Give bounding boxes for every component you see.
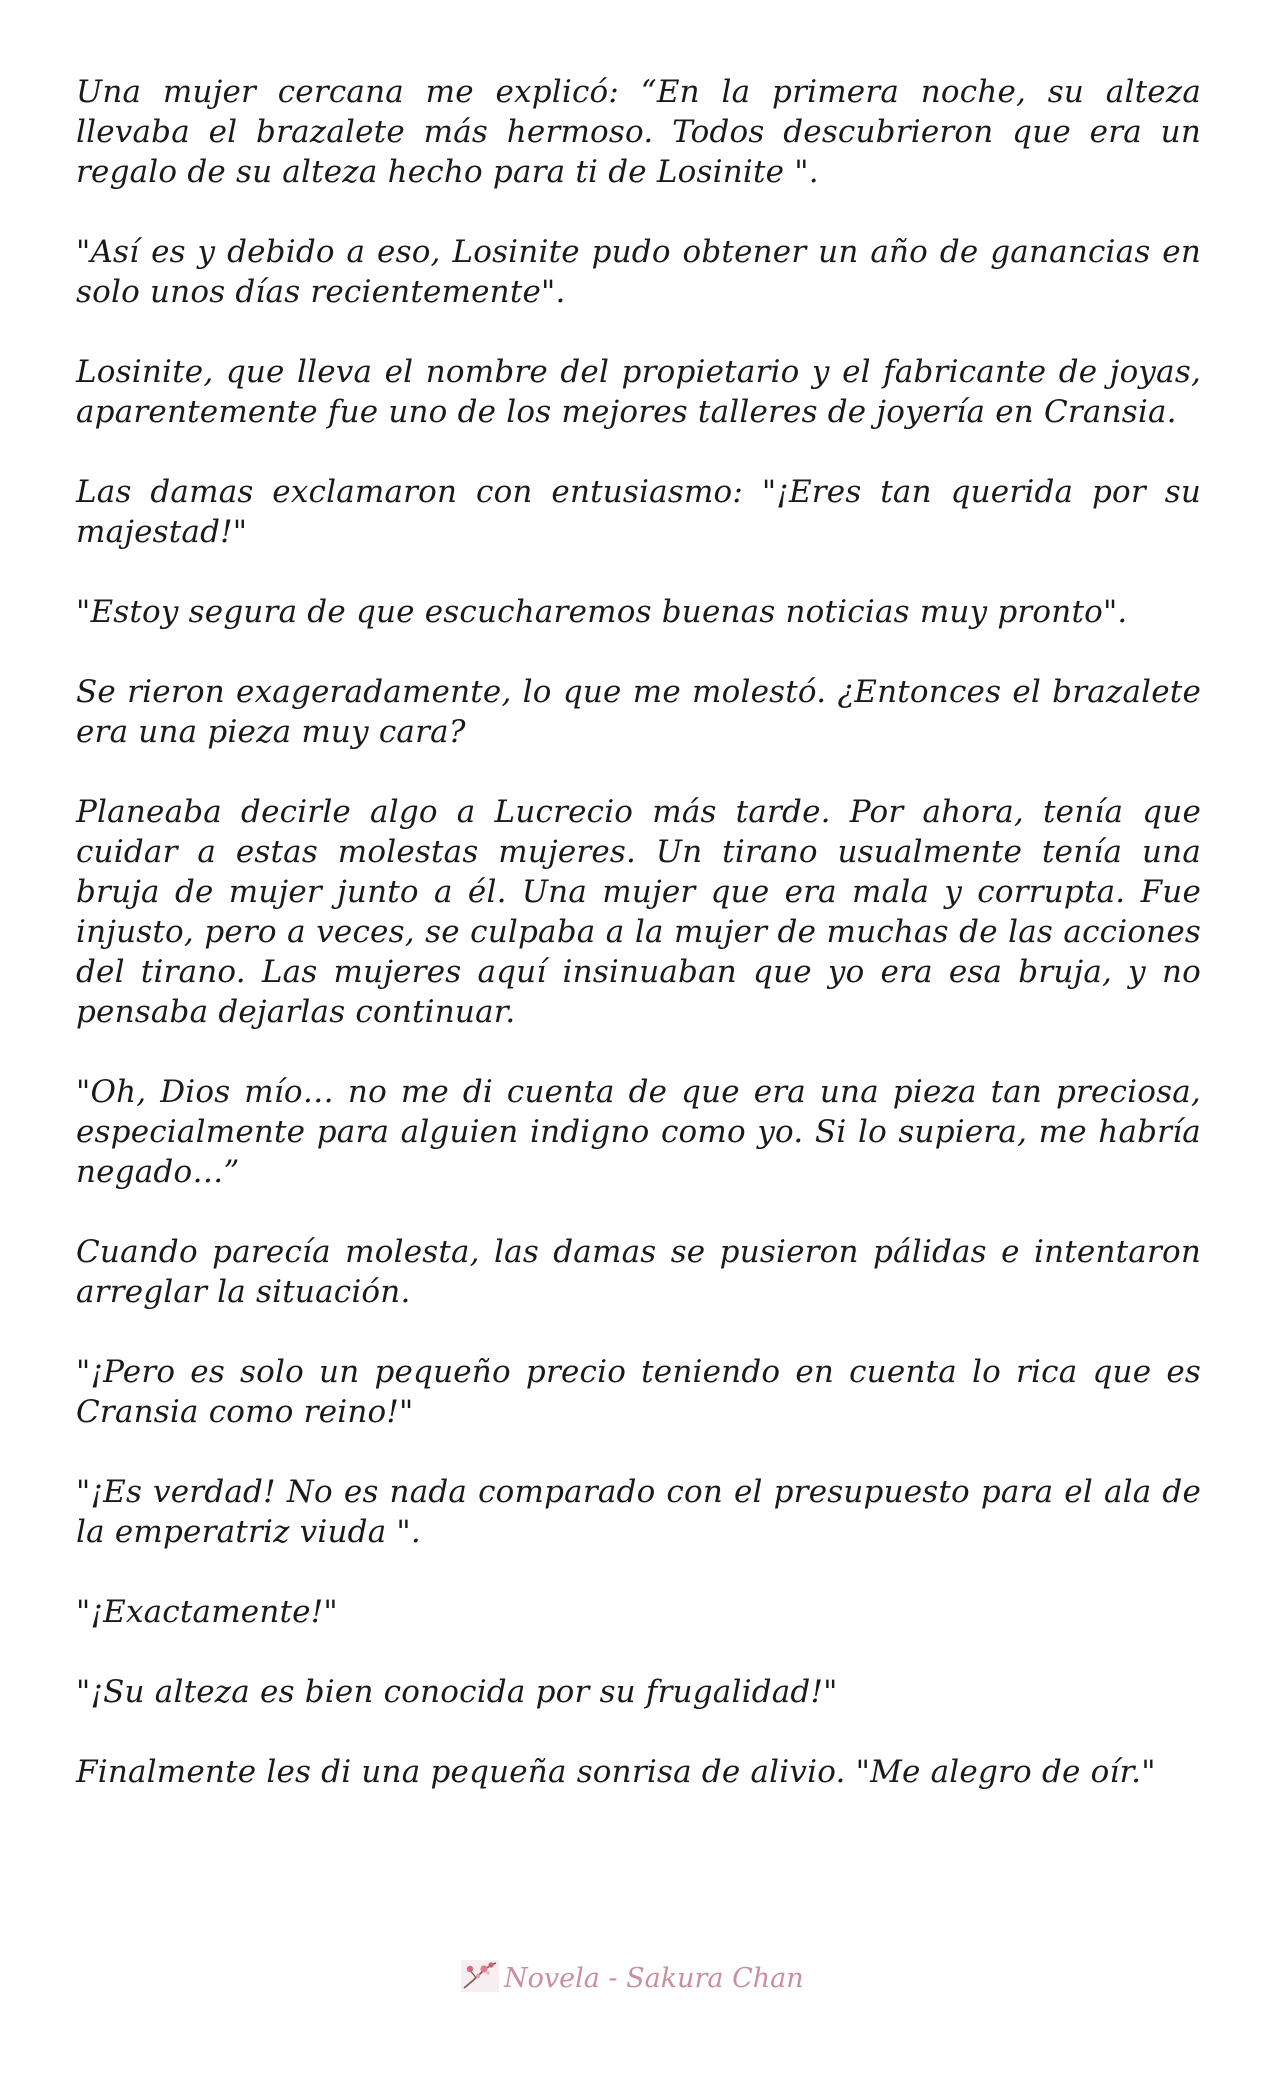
paragraph: Una mujer cercana me explicó: “En la primera noche, su alteza llevaba el brazalete más hermoso. Todos descubrieron que era un regalo de su alteza hecho para ti de Losinite ". bbox=[76, 74, 1201, 190]
paragraph: Las damas exclamaron con entusiasmo: "¡Eres tan querida por su majestad!" bbox=[76, 474, 1201, 550]
paragraph: "¡Pero es solo un pequeño precio teniendo en cuenta lo rica que es Cransia como reino!" bbox=[76, 1354, 1201, 1430]
paragraph: "¡Exactamente!" bbox=[76, 1594, 338, 1630]
paragraph: Se rieron exageradamente, lo que me molestó. ¿Entonces el brazalete era una pieza muy cara? bbox=[76, 674, 1201, 750]
paragraph: Losinite, que lleva el nombre del propietario y el fabricante de joyas, aparentemente fue uno de los mejores talleres de joyería en Cransia. bbox=[76, 354, 1201, 430]
paragraph: "Estoy segura de que escucharemos buenas noticias muy pronto". bbox=[76, 594, 1128, 630]
story-text bbox=[76, 72, 1201, 1832]
paragraph: Planeaba decirle algo a Lucrecio más tarde. Por ahora, tenía que cuidar a estas molestas mujeres. Un tirano usualmente tenía una bruja de mujer junto a él. Una mujer que era mala y corrupta. Fue injusto, pero a veces, se culpaba a la mujer de muchas de las acciones del tirano. Las mujeres aquí insinuaban que yo era esa bruja, y no pensaba dejarlas continuar. bbox=[76, 794, 1201, 1030]
paragraph: "¡Su alteza es bien conocida por su frugalidad!" bbox=[76, 1674, 838, 1710]
paragraph: "¡Es verdad! No es nada comparado con el presupuesto para el ala de la emperatriz viuda ". bbox=[76, 1474, 1201, 1550]
paragraph: "Oh, Dios mío… no me di cuenta de que era una pieza tan preciosa, especialmente para alguien indigno como yo. Si lo supiera, me habría negado…” bbox=[76, 1074, 1201, 1190]
sakura-blossom-icon bbox=[460, 1958, 500, 1999]
paragraph: Finalmente les di una pequeña sonrisa de alivio. "Me alegro de oír." bbox=[76, 1754, 1156, 1790]
paragraph: Cuando parecía molesta, las damas se pusieron pálidas e intentaron arreglar la situación. bbox=[76, 1234, 1201, 1310]
footer-watermark bbox=[460, 1958, 840, 1998]
paragraph: "Así es y debido a eso, Losinite pudo obtener un año de ganancias en solo unos días recientemente". bbox=[76, 234, 1201, 310]
brand-label: Novela - Sakura Chan bbox=[504, 1962, 804, 1994]
